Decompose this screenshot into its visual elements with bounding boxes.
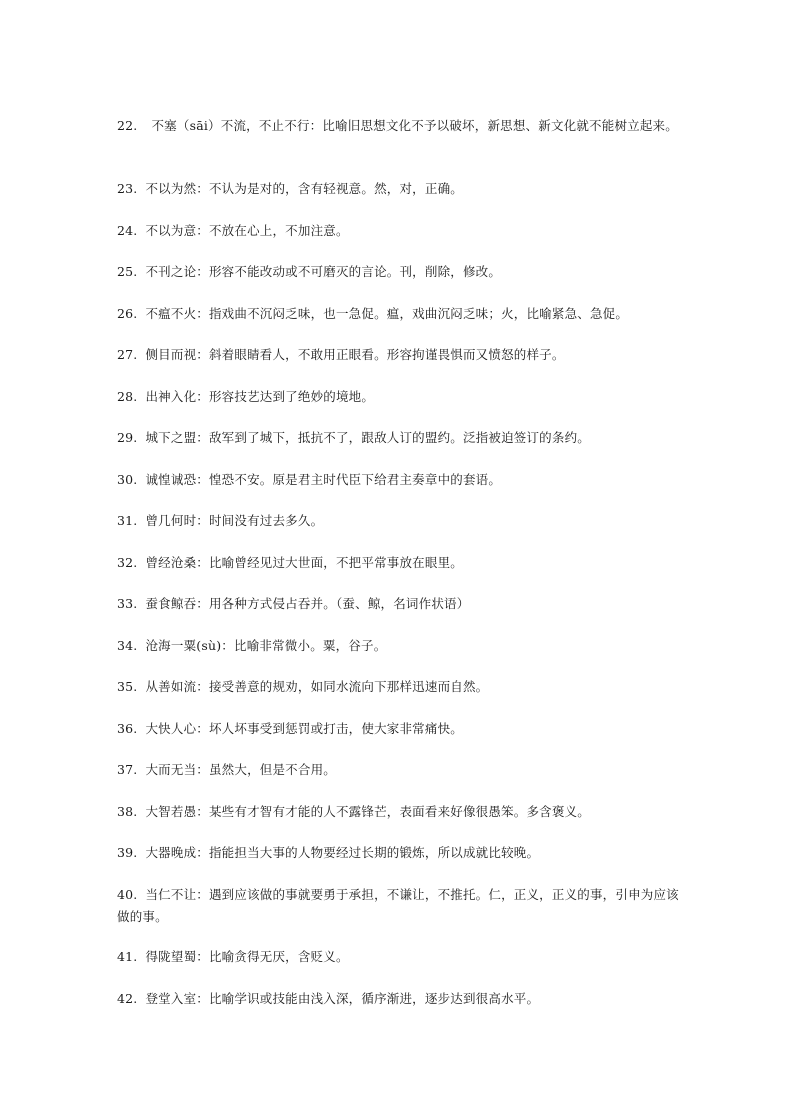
entry-number: 37. — [117, 762, 138, 777]
entry-text: 从善如流：接受善意的规劝，如同水流向下那样迅速而自然。 — [145, 679, 489, 694]
entry-number: 41. — [117, 949, 138, 964]
entry-text: 曾几何时：时间没有过去多久。 — [145, 513, 324, 528]
entry-number: 32. — [117, 555, 138, 570]
entry-32 — [117, 552, 687, 574]
entry-37 — [117, 759, 687, 781]
entry-text: 当仁不让：遇到应该做的事就要勇于承担，不谦让，不推托。仁，正义，正义的事，引申为应该做的事。 — [117, 887, 679, 924]
entry-26 — [117, 303, 687, 325]
entry-35 — [117, 676, 687, 698]
entry-27 — [117, 344, 687, 366]
entry-25 — [117, 261, 687, 283]
entry-text: 得陇望蜀：比喻贪得无厌，含贬义。 — [145, 949, 349, 964]
entry-42 — [117, 988, 687, 1010]
entry-number: 34. — [117, 638, 138, 653]
entry-text: 登堂入室：比喻学识或技能由浅入深，循序渐进，逐步达到很高水平。 — [145, 991, 540, 1006]
entry-text: 蚕食鲸吞：用各种方式侵占吞并。（蚕、鲸，名词作状语） — [145, 596, 470, 611]
entry-text: 大器晚成：指能担当大事的人物要经过长期的锻炼，所以成就比较晚。 — [145, 845, 540, 860]
entry-number: 25. — [117, 264, 138, 279]
entry-text: 大快人心：坏人坏事受到惩罚或打击，使大家非常痛快。 — [145, 721, 463, 736]
entry-number: 38. — [117, 804, 138, 819]
entry-31 — [117, 510, 687, 532]
entry-text: 不以为意：不放在心上，不加注意。 — [145, 223, 349, 238]
entry-text: 诚惶诚恐：惶恐不安。原是君主时代臣下给君主奏章中的套语。 — [145, 472, 502, 487]
entry-41 — [117, 946, 687, 968]
entry-number: 26. — [117, 306, 138, 321]
entry-number: 35. — [117, 679, 138, 694]
entry-text: 城下之盟：敌军到了城下，抵抗不了，跟敌人订的盟约。泛指被迫签订的条约。 — [145, 430, 590, 445]
entry-number: 27. — [117, 347, 138, 362]
entry-39 — [117, 842, 687, 864]
entry-text: 不塞（sāi）不流，不止不行：比喻旧思想文化不予以破坏，新思想、新文化就不能树立起来。 — [151, 118, 678, 133]
entry-36 — [117, 718, 687, 740]
entry-number: 23. — [117, 181, 138, 196]
entry-number: 42. — [117, 991, 138, 1006]
entry-22 — [117, 115, 687, 137]
entry-text: 大而无当：虽然大，但是不合用。 — [145, 762, 336, 777]
entry-33 — [117, 593, 687, 615]
entry-number: 31. — [117, 513, 138, 528]
entry-24 — [117, 220, 687, 242]
entry-28 — [117, 386, 687, 408]
entry-number: 40. — [117, 887, 138, 902]
entry-number: 36. — [117, 721, 138, 736]
entry-text: 不刊之论：形容不能改动或不可磨灭的言论。刊，削除，修改。 — [145, 264, 502, 279]
entry-text: 出神入化：形容技艺达到了绝妙的境地。 — [145, 389, 375, 404]
entry-number: 39. — [117, 845, 138, 860]
entry-text: 曾经沧桑：比喻曾经见过大世面，不把平常事放在眼里。 — [145, 555, 463, 570]
entry-number: 30. — [117, 472, 138, 487]
entry-text: 不瘟不火：指戏曲不沉闷乏味，也一急促。瘟，戏曲沉闷乏味；火，比喻紧急、急促。 — [145, 306, 629, 321]
entry-number: 22. — [117, 118, 138, 133]
entry-30 — [117, 469, 687, 491]
entry-40 — [117, 884, 687, 928]
entry-text: 沧海一粟(sù)：比喻非常微小。粟，谷子。 — [145, 638, 387, 653]
entry-38 — [117, 801, 687, 823]
entry-number: 33. — [117, 596, 138, 611]
entry-text: 不以为然：不认为是对的，含有轻视意。然，对，正确。 — [145, 181, 463, 196]
entry-34 — [117, 635, 687, 657]
entry-text: 大智若愚：某些有才智有才能的人不露锋芒，表面看来好像很愚笨。多含褒义。 — [145, 804, 590, 819]
entry-text: 侧目而视：斜着眼睛看人，不敢用正眼看。形容拘谨畏惧而又愤怒的样子。 — [145, 347, 565, 362]
entry-number: 29. — [117, 430, 138, 445]
entry-23 — [117, 178, 687, 200]
entry-29 — [117, 427, 687, 449]
entry-number: 28. — [117, 389, 138, 404]
entry-number: 24. — [117, 223, 138, 238]
